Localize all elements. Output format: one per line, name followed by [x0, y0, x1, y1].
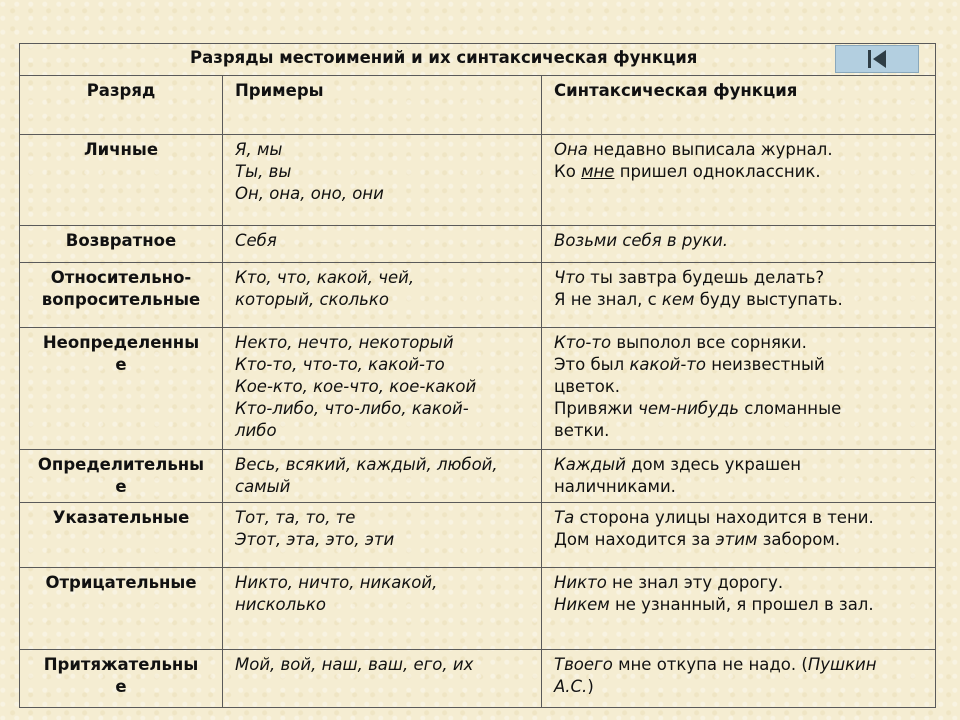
examples-cell: [223, 135, 542, 226]
sentence-fragment: буду выступать.: [694, 290, 843, 309]
category-label: Неопределенны: [42, 333, 200, 352]
category-label: е: [115, 677, 127, 696]
example-text: который, сколько: [235, 290, 389, 309]
pronoun-highlight: Никем: [554, 595, 610, 614]
category-label: Отрицательные: [45, 573, 197, 592]
function-line: [554, 594, 927, 616]
examples-cell: [223, 328, 542, 450]
function-line: [554, 161, 927, 183]
sentence-fragment: ): [587, 677, 594, 696]
skip-back-icon: [864, 48, 890, 70]
pronoun-highlight: кем: [661, 290, 695, 309]
sentence-fragment: не узнанный, я прошел в зал.: [609, 595, 874, 614]
category-cell: [20, 135, 223, 226]
sentence-fragment: Привяжи: [554, 399, 639, 418]
examples-cell: [223, 263, 542, 328]
function-line: [554, 507, 927, 529]
table-row: [20, 450, 936, 503]
function-line: [554, 139, 927, 161]
sentence-fragment: Ко: [554, 162, 582, 181]
function-line: [554, 476, 927, 498]
table-title: [20, 44, 936, 76]
function-line: [554, 572, 927, 594]
function-line: [554, 354, 927, 376]
sentence-fragment: наличниками.: [554, 477, 676, 496]
pronoun-table: [19, 43, 936, 708]
sentence-fragment: ты завтра будешь делать?: [585, 268, 825, 287]
back-button[interactable]: [835, 45, 919, 73]
function-line: [554, 332, 927, 354]
sentence-fragment: мне откупа не надо. (: [612, 655, 808, 674]
examples-cell: [223, 503, 542, 568]
table-row: [20, 650, 936, 708]
function-line: [554, 654, 927, 676]
function-cell: [542, 650, 936, 708]
table-title-text: Разряды местоимений и их синтаксическая функция: [190, 48, 698, 67]
function-cell: [542, 328, 936, 450]
example-text: Себя: [235, 231, 277, 250]
pronoun-highlight: Твоего: [554, 655, 613, 674]
category-cell: [20, 503, 223, 568]
category-cell: [20, 226, 223, 263]
example-text: Мой, вой, наш, ваш, его, их: [235, 655, 474, 674]
category-label: Возвратное: [65, 231, 177, 250]
example-text: Я, мы: [235, 140, 283, 159]
pronoun-highlight: А.С.: [554, 677, 588, 696]
example-text: Ты, вы: [235, 162, 292, 181]
function-cell: [542, 135, 936, 226]
sentence-fragment: Я не знал, с: [554, 290, 662, 309]
category-label: Относительно-: [50, 268, 192, 287]
example-text: Кто, что, какой, чей,: [235, 268, 415, 287]
table-row: [20, 328, 936, 450]
function-cell: [542, 263, 936, 328]
pronoun-highlight: Возьми себя в руки.: [554, 231, 729, 250]
sentence-fragment: неизвестный: [706, 355, 825, 374]
examples-cell: [223, 450, 542, 503]
function-line: [554, 420, 927, 442]
pronoun-highlight: Она: [554, 140, 588, 159]
sentence-fragment: дом здесь украшен: [625, 455, 802, 474]
function-line: [554, 230, 927, 252]
pronoun-highlight: чем-нибудь: [638, 399, 739, 418]
example-text: Кто-либо, что-либо, какой-: [235, 399, 469, 418]
header-examples: Примеры: [223, 76, 542, 135]
function-line: [554, 529, 927, 551]
sentence-fragment: пришел одноклассник.: [614, 162, 821, 181]
function-cell: [542, 450, 936, 503]
table-row: [20, 263, 936, 328]
category-label: вопросительные: [41, 290, 201, 309]
pronoun-highlight: этим: [715, 530, 758, 549]
sentence-fragment: Дом находится за: [554, 530, 716, 549]
header-function: Синтаксическая функция: [542, 76, 936, 135]
category-label: Притяжательны: [43, 655, 199, 674]
pronoun-highlight: Каждый: [554, 455, 626, 474]
pronoun-highlight: Никто: [554, 573, 607, 592]
sentence-fragment: ветки.: [554, 421, 610, 440]
category-label: Указательные: [52, 508, 190, 527]
example-text: Никто, ничто, никакой,: [235, 573, 438, 592]
sentence-fragment: выполол все сорняки.: [611, 333, 807, 352]
function-line: [554, 267, 927, 289]
sentence-fragment: сломанные: [738, 399, 842, 418]
category-label: е: [115, 355, 127, 374]
category-cell: [20, 650, 223, 708]
table-row: [20, 135, 936, 226]
category-cell: [20, 568, 223, 650]
table-row: [20, 226, 936, 263]
example-text: Кто-то, что-то, какой-то: [235, 355, 445, 374]
category-label: е: [115, 477, 127, 496]
category-cell: [20, 450, 223, 503]
example-text: нисколько: [235, 595, 326, 614]
examples-cell: [223, 650, 542, 708]
function-cell: [542, 503, 936, 568]
header-category: Разряд: [20, 76, 223, 135]
function-line: [554, 289, 927, 311]
examples-cell: [223, 568, 542, 650]
function-line: [554, 398, 927, 420]
examples-cell: [223, 226, 542, 263]
sentence-fragment: цветок.: [554, 377, 621, 396]
sentence-fragment: не знал эту дорогу.: [606, 573, 784, 592]
sentence-fragment: сторона улицы находится в тени.: [574, 508, 874, 527]
example-text: Весь, всякий, каждый, любой,: [235, 455, 498, 474]
example-text: Тот, та, то, те: [235, 508, 356, 527]
category-label: Личные: [83, 140, 159, 159]
category-cell: [20, 263, 223, 328]
function-cell: [542, 226, 936, 263]
example-text: либо: [235, 421, 277, 440]
table-row: [20, 568, 936, 650]
example-text: Он, она, оно, они: [235, 184, 384, 203]
pronoun-highlight: Кто-то: [554, 333, 612, 352]
pronoun-highlight: Что: [554, 268, 586, 287]
example-text: Кое-кто, кое-что, кое-какой: [235, 377, 477, 396]
sentence-fragment: Это был: [554, 355, 630, 374]
pronoun-highlight: Та: [554, 508, 575, 527]
pronoun-highlight: мне: [581, 162, 615, 181]
pronoun-highlight: Пушкин: [807, 655, 877, 674]
function-line: [554, 376, 927, 398]
sentence-fragment: недавно выписала журнал.: [587, 140, 833, 159]
header-row: [20, 76, 936, 135]
category-cell: [20, 328, 223, 450]
function-cell: [542, 568, 936, 650]
table-row: [20, 503, 936, 568]
example-text: Некто, нечто, некоторый: [235, 333, 454, 352]
example-text: самый: [235, 477, 291, 496]
function-line: [554, 454, 927, 476]
function-line: [554, 676, 927, 698]
category-label: Определительны: [37, 455, 205, 474]
sentence-fragment: забором.: [757, 530, 841, 549]
example-text: Этот, эта, это, эти: [235, 530, 395, 549]
pronoun-highlight: какой-то: [629, 355, 706, 374]
